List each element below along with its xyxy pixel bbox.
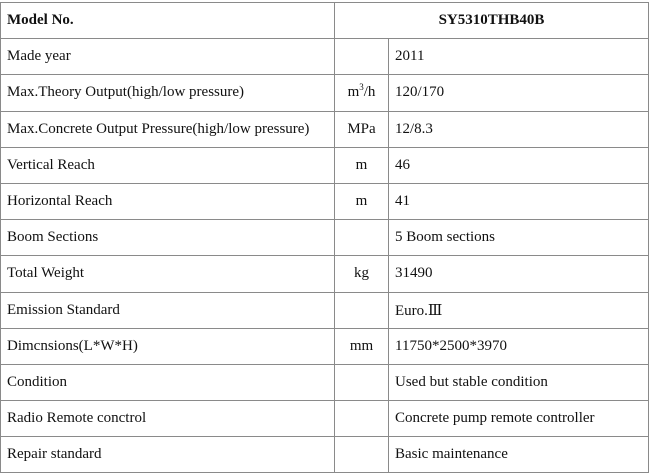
row-name: Emission Standard	[1, 292, 335, 328]
row-unit	[335, 401, 389, 437]
row-name: Vertical Reach	[1, 147, 335, 183]
unit-tail: /h	[363, 84, 376, 101]
row-value: 12/8.3	[389, 111, 649, 147]
table-row	[1, 183, 649, 219]
table-row	[1, 220, 649, 256]
row-unit: m	[335, 183, 389, 219]
table-row	[1, 39, 649, 75]
table-row	[1, 401, 649, 437]
row-value: Euro.Ⅲ	[389, 292, 649, 328]
row-name: Made year	[1, 39, 335, 75]
row-unit: kg	[335, 256, 389, 292]
unit-superscript: 3	[359, 82, 364, 93]
table-row	[1, 147, 649, 183]
row-unit: mm	[335, 328, 389, 364]
spec-table	[0, 2, 649, 473]
row-value: 2011	[389, 39, 649, 75]
table-row	[1, 75, 649, 111]
row-name: Repair standard	[1, 437, 335, 473]
row-name: Dimcnsions(L*W*H)	[1, 328, 335, 364]
table-row	[1, 437, 649, 473]
table-header-row	[1, 3, 649, 39]
row-unit	[335, 437, 389, 473]
row-value: 41	[389, 183, 649, 219]
row-value: 5 Boom sections	[389, 220, 649, 256]
row-value: Used but stable condition	[389, 364, 649, 400]
row-value: Basic maintenance	[389, 437, 649, 473]
row-value: 11750*2500*3970	[389, 328, 649, 364]
row-value: 31490	[389, 256, 649, 292]
row-name: Total Weight	[1, 256, 335, 292]
row-value: Concrete pump remote controller	[389, 401, 649, 437]
model-label: Model No.	[1, 3, 335, 39]
row-unit	[335, 39, 389, 75]
unit-base: m	[347, 84, 360, 101]
row-name: Max.Theory Output(high/low pressure)	[1, 75, 335, 111]
row-unit: m	[335, 147, 389, 183]
table-row	[1, 256, 649, 292]
row-name: Radio Remote conctrol	[1, 401, 335, 437]
row-unit	[335, 75, 389, 111]
table-row	[1, 292, 649, 328]
table-row	[1, 328, 649, 364]
row-name: Horizontal Reach	[1, 183, 335, 219]
table-row	[1, 364, 649, 400]
table-row	[1, 111, 649, 147]
row-value: 120/170	[389, 75, 649, 111]
row-value: 46	[389, 147, 649, 183]
model-value: SY5310THB40B	[335, 3, 649, 39]
row-name: Max.Concrete Output Pressure(high/low pressure)	[1, 111, 335, 147]
row-name: Boom Sections	[1, 220, 335, 256]
row-unit	[335, 292, 389, 328]
row-unit	[335, 220, 389, 256]
row-unit: MPa	[335, 111, 389, 147]
row-name: Condition	[1, 364, 335, 400]
row-unit	[335, 364, 389, 400]
